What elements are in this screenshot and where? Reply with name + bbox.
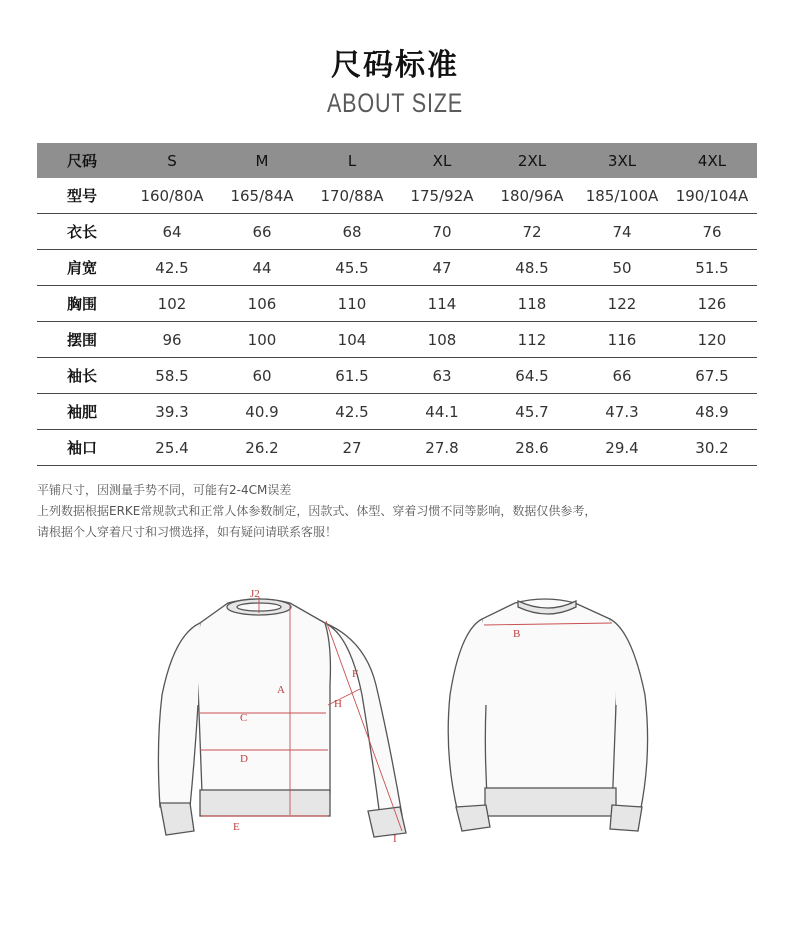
table-cell: 112 (487, 322, 577, 358)
table-cell: 100 (217, 322, 307, 358)
table-cell: 190/104A (667, 178, 757, 214)
table-cell: 42.5 (307, 394, 397, 430)
table-row (37, 358, 757, 394)
label-b: B (513, 628, 521, 640)
row-label: 袖口 (37, 430, 127, 466)
label-f: F (352, 668, 359, 680)
header-cell: 3XL (577, 143, 667, 178)
table-cell: 175/92A (397, 178, 487, 214)
table-cell: 165/84A (217, 178, 307, 214)
table-cell: 76 (667, 214, 757, 250)
table-cell: 61.5 (307, 358, 397, 394)
table-cell: 29.4 (577, 430, 667, 466)
label-j: J2 (250, 588, 260, 600)
table-cell: 44.1 (397, 394, 487, 430)
header-cell: XL (397, 143, 487, 178)
note-line: 平铺尺寸，因测量手势不同，可能有2-4CM误差 (37, 483, 292, 497)
table-cell: 66 (577, 358, 667, 394)
table-cell: 66 (217, 214, 307, 250)
sweater-back (448, 599, 647, 831)
table-cell: 28.6 (487, 430, 577, 466)
table-cell: 27 (307, 430, 397, 466)
table-cell: 110 (307, 286, 397, 322)
table-cell: 116 (577, 322, 667, 358)
table-cell: 160/80A (127, 178, 217, 214)
table-row (37, 250, 757, 286)
label-h: H (334, 698, 342, 710)
row-label: 袖长 (37, 358, 127, 394)
table-cell: 48.9 (667, 394, 757, 430)
table-cell: 45.5 (307, 250, 397, 286)
table-cell: 126 (667, 286, 757, 322)
table-cell: 120 (667, 322, 757, 358)
header-cell: L (307, 143, 397, 178)
table-cell: 170/88A (307, 178, 397, 214)
table-cell: 47 (397, 250, 487, 286)
row-label: 袖肥 (37, 394, 127, 430)
table-cell: 68 (307, 214, 397, 250)
table-cell: 42.5 (127, 250, 217, 286)
row-label: 肩宽 (37, 250, 127, 286)
table-row (37, 214, 757, 250)
table-cell: 45.7 (487, 394, 577, 430)
table-cell: 180/96A (487, 178, 577, 214)
header-cell: S (127, 143, 217, 178)
label-i: I (393, 833, 397, 845)
table-row (37, 286, 757, 322)
table-cell: 44 (217, 250, 307, 286)
note-line: 请根据个人穿着尺寸和习惯选择，如有疑问请联系客服！ (37, 525, 338, 539)
table-cell: 72 (487, 214, 577, 250)
sweater-front (158, 599, 406, 837)
table-cell: 60 (217, 358, 307, 394)
table-cell: 39.3 (127, 394, 217, 430)
label-c: C (240, 712, 248, 724)
table-cell: 102 (127, 286, 217, 322)
note-line: 上列数据根据ERKE常规款式和正常人体参数制定，因款式、体型、穿着习惯不同等影响，数据仅供参考， (37, 504, 597, 518)
table-cell: 58.5 (127, 358, 217, 394)
label-d: D (240, 753, 248, 765)
sweater-measurement-diagram (140, 585, 660, 845)
table-cell: 64 (127, 214, 217, 250)
size-notes (37, 480, 757, 543)
table-header-row (37, 143, 757, 178)
table-cell: 114 (397, 286, 487, 322)
row-label: 胸围 (37, 286, 127, 322)
table-cell: 26.2 (217, 430, 307, 466)
table-row (37, 430, 757, 466)
page-title: 尺码标准 (331, 48, 459, 83)
table-cell: 108 (397, 322, 487, 358)
table-cell: 122 (577, 286, 667, 322)
table-cell: 27.8 (397, 430, 487, 466)
table-row (37, 178, 757, 214)
row-label: 型号 (37, 178, 127, 214)
label-a: A (277, 684, 285, 696)
size-table (37, 143, 757, 466)
table-cell: 70 (397, 214, 487, 250)
table-cell: 51.5 (667, 250, 757, 286)
table-row (37, 322, 757, 358)
table-cell: 50 (577, 250, 667, 286)
table-cell: 47.3 (577, 394, 667, 430)
table-cell: 118 (487, 286, 577, 322)
table-cell: 104 (307, 322, 397, 358)
page-subtitle: ABOUT SIZE (326, 88, 464, 118)
header-cell: 尺码 (37, 143, 127, 178)
header-cell: 4XL (667, 143, 757, 178)
table-row (37, 394, 757, 430)
table-cell: 74 (577, 214, 667, 250)
header-cell: 2XL (487, 143, 577, 178)
table-cell: 63 (397, 358, 487, 394)
header-cell: M (217, 143, 307, 178)
table-cell: 48.5 (487, 250, 577, 286)
table-cell: 67.5 (667, 358, 757, 394)
row-label: 摆围 (37, 322, 127, 358)
table-cell: 185/100A (577, 178, 667, 214)
table-cell: 40.9 (217, 394, 307, 430)
table-cell: 25.4 (127, 430, 217, 466)
table-cell: 96 (127, 322, 217, 358)
table-cell: 64.5 (487, 358, 577, 394)
row-label: 衣长 (37, 214, 127, 250)
label-e: E (233, 821, 240, 833)
table-cell: 30.2 (667, 430, 757, 466)
table-cell: 106 (217, 286, 307, 322)
